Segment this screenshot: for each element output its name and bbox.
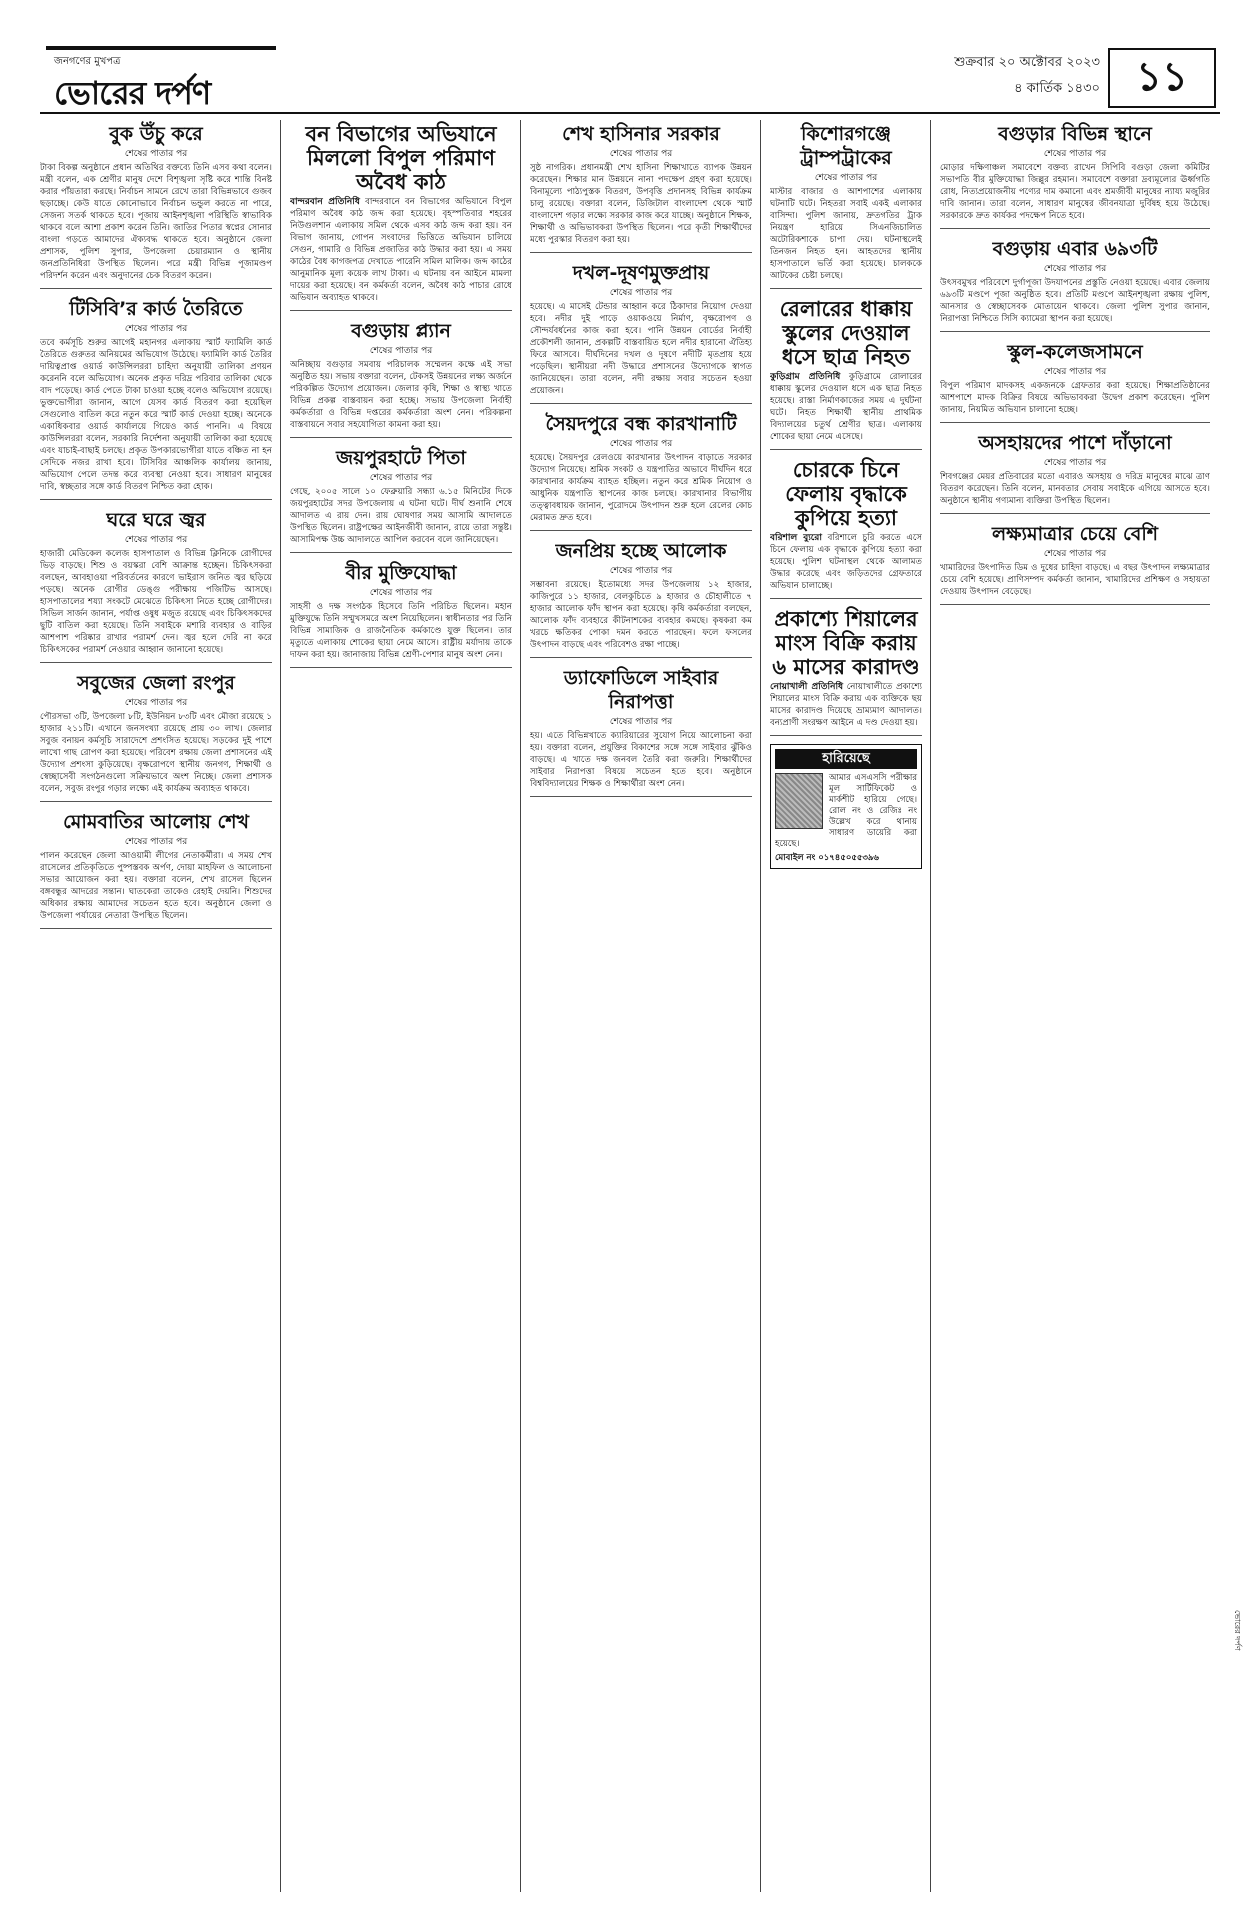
story-text: টাকা বিকল্প অনুষ্ঠানে প্রধান অতিথির বক্তব্যে তিনি এসব কথা বলেন। মন্ত্রী বলেন, এক শ্রেণীর মানুষ দেশে বিশৃঙ্খলা সৃষ্টি করে শান্তি বিনষ্ট করার পাঁয়তারা করছে। নির্বাচন সামনে রেখে তারা বিভিন্নভাবে গুজব ছড়াচ্ছে। কেউ যাতে কোনোভাবে নির্বাচন ভন্ডুল করতে না পারে, সেজন্য সতর্ক থাকতে হবে। পূজায় আইনশৃঙ্খলা পরিস্থিতি স্বাভাবিক থাকবে বলে আশা প্রকাশ করেন তিনি। জাতির পিতার স্বপ্নের সোনার বাংলা গড়তে আমাদের ঐক্যবদ্ধ থাকতে হবে। অনুষ্ঠানে জেলা প্রশাসক, পুলিশ সুপার, উপজেলা চেয়ারম্যান ও স্থানীয় জনপ্রতিনিধিরা উপস্থিত ছিলেন। পরে মন্ত্রী বিভিন্ন পূজামণ্ডপ পরিদর্শন করেন এবং অনুদানের চেক বিতরণ করেন। <box>40 163 272 281</box>
news-story <box>940 340 1210 423</box>
story-divider <box>940 604 1210 605</box>
notice-title: হারিয়েছে <box>775 749 917 769</box>
story-headline: লক্ষ্যমাত্রার চেয়ে বেশি <box>991 523 1159 545</box>
continued-from-label: শেষের পাতার পর <box>609 149 673 159</box>
side-note: ভোরের দর্পণ <box>1233 1609 1242 1651</box>
continued-from-label: শেষের পাতার পর <box>369 473 433 483</box>
story-divider <box>290 552 512 553</box>
story-headline: বুক উঁচু করে <box>109 123 203 145</box>
logo-tagline: জনগণের মুখপত্র <box>54 56 121 67</box>
story-text: সুষ্ঠ নাগরিক। প্রধানমন্ত্রী শেখ হাসিনা শিক্ষাখাতে ব্যাপক উন্নয়ন করেছেন। শিক্ষার মান উন্নয়নে নানা পদক্ষেপ গ্রহণ করা হয়েছে। বিনামূল্যে পাঠ্যপুস্তক বিতরণ, উপবৃত্তি প্রদানসহ বিভিন্ন কার্যক্রম চালু রয়েছে। বক্তারা বলেন, ডিজিটাল বাংলাদেশ থেকে স্মার্ট বাংলাদেশ গড়ার লক্ষ্যে সরকার কাজ করে যাচ্ছে। অনুষ্ঠানে শিক্ষক, শিক্ষার্থী ও অভিভাবকরা উপস্থিত ছিলেন। পরে কৃতী শিক্ষার্থীদের মধ্যে পুরস্কার বিতরণ করা হয়। <box>530 163 752 245</box>
news-story <box>290 561 512 668</box>
news-story <box>40 810 272 929</box>
story-divider <box>770 449 922 450</box>
story-body <box>770 532 922 592</box>
notice-contact: মোবাইল নং ০১৭৪৫০৫৫৩৯৬ <box>775 853 879 863</box>
story-body <box>40 850 272 922</box>
column-5 <box>940 120 1210 1892</box>
story-body <box>940 277 1210 325</box>
story-headline: শেখ হাসিনার সরকার <box>562 123 720 145</box>
story-headline: ঘরে ঘরে জ্বর <box>106 509 206 531</box>
column-divider <box>760 120 761 1892</box>
lost-notice-ad <box>770 744 922 869</box>
continued-from-label: শেষের পাতার পর <box>1043 549 1107 559</box>
news-story <box>40 508 272 663</box>
story-byline: বান্দরবান প্রতিনিধি <box>290 197 360 207</box>
news-story <box>530 666 752 797</box>
story-headline: বগুড়ার বিভিন্ন স্থানে <box>998 123 1152 145</box>
date-bengali: ৪ কার্তিক ১৪৩০ <box>1014 81 1100 96</box>
continued-from-label: শেষের পাতার পর <box>124 149 188 159</box>
story-text: হাজারী মেডিকেল কলেজ হাসপাতাল ও বিভিন্ন ক্লিনিকে রোগীদের ভিড় বাড়ছে। শিশু ও বয়স্করা বেশি আক্রান্ত হচ্ছেন। চিকিৎসকরা বলছেন, আবহাওয়া পরিবর্তনের কারণে ভাইরাস জনিত জ্বর ছড়িয়ে পড়ছে। অনেক রোগীর ডেঙ্গু পরীক্ষায় পজিটিভ আসছে। হাসপাতালের শয্যা সংকটে মেঝেতে চিকিৎসা নিতে হচ্ছে রোগীদের। সিভিল সার্জন জানান, পর্যাপ্ত ওষুধ মজুত রয়েছে এবং চিকিৎসকদের ছুটি বাতিল করা হয়েছে। তিনি সবাইকে মশারি ব্যবহার ও বাড়ির আশপাশ পরিষ্কার রাখার পরামর্শ দেন। জ্বর হলে দেরি না করে চিকিৎসকের পরামর্শ নেওয়ার আহ্বান জানানো হয়েছে। <box>40 549 272 655</box>
news-story <box>40 671 272 802</box>
continued-from-label: শেষের পাতার পর <box>1043 367 1107 377</box>
story-body <box>290 359 512 431</box>
story-text: বান্দরবানে বন বিভাগের অভিযানে বিপুল পরিমাণ অবৈধ কাঠ জব্দ করা হয়েছে। বৃহস্পতিবার শহরের নিউগুলশান এলাকায় সমিল থেকে এসব কাঠ জব্দ করা হয়। বন বিভাগ জানায়, গোপন সংবাদের ভিত্তিতে অভিযান চালিয়ে সেগুন, গামারি ও বিভিন্ন প্রজাতির কাঠ উদ্ধার করা হয়। এ সময় কাঠের বৈধ কাগজপত্র দেখাতে পারেনি সমিল মালিক। জব্দ কাঠের আনুমানিক মূল্য কয়েক লাখ টাকা। এ ঘটনায় বন আইনে মামলা দায়ের করা হয়েছে। বন কর্মকর্তা বলেন, অবৈধ কাঠ পাচার রোধে অভিযান অব্যাহত থাকবে। <box>290 197 512 303</box>
story-text: বরিশালে চুরি করতে এসে চিনে ফেলায় এক বৃদ্ধাকে কুপিয়ে হত্যা করা হয়েছে। পুলিশ ঘটনাস্থল থেকে আলামত উদ্ধার করেছে এবং জড়িতদের গ্রেফতারে অভিযান চালাচ্ছে। <box>770 533 922 591</box>
story-divider <box>530 796 752 797</box>
story-headline: বগুড়ায় এবার ৬৯৩টি <box>992 238 1158 260</box>
story-headline: সৈয়দপুরে বন্ধ কারখানাটি <box>545 413 737 435</box>
story-body <box>940 380 1210 416</box>
page-number: ১১ <box>1108 48 1216 108</box>
news-story <box>940 431 1210 514</box>
story-divider <box>40 288 272 289</box>
story-headline: কিশোরগঞ্জে ট্রাম্পট্রাকের <box>800 123 892 169</box>
continued-from-label: শেষের পাতার পর <box>609 566 673 576</box>
story-text: পালন করেছেন জেলা আওয়ামী লীগের নেতাকর্মীরা। এ সময় শেখ রাসেলের প্রতিকৃতিতে পুষ্পস্তবক অর্পণ, দোয়া মাহফিল ও আলোচনা সভার আয়োজন করা হয়। বক্তারা বলেন, শেখ রাসেল ছিলেন বঙ্গবন্ধুর আদরের সন্তান। ঘাতকেরা তাকেও রেহাই দেয়নি। শিশুদের অধিকার রক্ষায় আমাদের সচেতন হতে হবে। অনুষ্ঠানে জেলা ও উপজেলা পর্যায়ের নেতারা উপস্থিত ছিলেন। <box>40 851 272 921</box>
story-body <box>530 301 752 397</box>
story-text: হয়েছে। সৈয়দপুর রেলওয়ে কারখানার উৎপাদন বাড়াতে সরকার উদ্যোগ নিয়েছে। শ্রমিক সংকট ও যন্ত্রপাতির অভাবে দীর্ঘদিন ধরে কারখানার কার্যক্রম ব্যাহত হচ্ছিল। নতুন করে শ্রমিক নিয়োগ ও আধুনিক যন্ত্রপাতি স্থাপনের কাজ চলছে। কারখানার বিভাগীয় তত্ত্বাবধায়ক জানান, পুরোদমে উৎপাদন শুরু হলে রেলের কোচ মেরামত দ্রুত হবে। <box>530 453 752 523</box>
story-headline: ড্যাফোডিলে সাইবার নিরাপত্তা <box>563 667 719 713</box>
story-text: উৎসবমুখর পরিবেশে দুর্গাপূজা উদযাপনের প্রস্তুতি নেওয়া হয়েছে। এবার জেলায় ৬৯৩টি মণ্ডপে পূজা অনুষ্ঠিত হবে। প্রতিটি মণ্ডপে আইনশৃঙ্খলা রক্ষায় পুলিশ, আনসার ও স্বেচ্ছাসেবক মোতায়েন থাকবে। জেলা পুলিশ সুপার জানান, নিরাপত্তা নিশ্চিতে সিসি ক্যামেরা স্থাপন করা হয়েছে। <box>940 278 1210 324</box>
story-text: তবে কর্মসূচি শুরুর আগেই মহানগর এলাকায় স্মার্ট ফ্যামিলি কার্ড তৈরিতে গুরুতর অনিয়মের অভিযোগ উঠেছে। ফ্যামিলি কার্ড তৈরির দায়িত্বপ্রাপ্ত ওয়ার্ড কাউন্সিলররা চাহিদা অনুযায়ী তালিকা প্রণয়ন করেননি বলে অভিযোগ। অনেক প্রকৃত দরিদ্র পরিবার তালিকা থেকে বাদ পড়েছে। কার্ড পেতে টাকা চাওয়া হচ্ছে বলেও অভিযোগ রয়েছে। ভুক্তভোগীরা জানান, আগে যেসব কার্ড বিতরণ করা হয়েছিল সেগুলোও বাতিল করে নতুন করে স্মার্ট কার্ড দেওয়া হচ্ছে। অনেকে একাধিকবার ওয়ার্ড কার্যালয়ে গিয়েও কার্ড পাননি। এ বিষয়ে কাউন্সিলররা বলেন, সরকারি নির্দেশনা অনুযায়ী তালিকা করা হয়েছে এবং যাচাই-বাছাই চলছে। প্রকৃত উপকারভোগীরা যাতে বঞ্চিত না হন সেদিকে নজর রাখা হবে। টিসিবির আঞ্চলিক কার্যালয় জানায়, অভিযোগ পেলে তদন্ত করে ব্যবস্থা নেওয়া হবে। সাধারণ মানুষের দাবি, স্বচ্ছতার সঙ্গে কার্ড বিতরণ নিশ্চিত করা হোক। <box>40 338 272 492</box>
continued-from-label: শেষের পাতার পর <box>1043 149 1107 159</box>
logo-name: ভোরের দর্পণ <box>54 74 211 112</box>
story-body <box>770 371 922 443</box>
column-divider <box>930 120 931 1892</box>
story-headline: অসহায়দের পাশে দাঁড়ানো <box>978 432 1172 454</box>
news-story <box>770 122 922 289</box>
story-divider <box>940 228 1210 229</box>
story-divider <box>530 530 752 531</box>
story-divider <box>770 288 922 289</box>
news-story <box>940 122 1210 229</box>
story-body <box>290 486 512 546</box>
story-body <box>940 162 1210 222</box>
story-divider <box>40 801 272 802</box>
news-story <box>290 319 512 438</box>
news-story <box>530 412 752 531</box>
column-4 <box>770 120 922 1892</box>
story-headline: সবুজের জেলা রংপুর <box>77 672 235 694</box>
story-text: অনিচ্ছায় বগুড়ার সমবায় পরিচালক সম্মেলন কক্ষে এই সভা অনুষ্ঠিত হয়। সভায় বক্তারা বলেন, টেকসই উন্নয়নের লক্ষ্য অর্জনে পরিকল্পিত উদ্যোগ প্রয়োজন। জেলার কৃষি, শিক্ষা ও স্বাস্থ্য খাতে বিভিন্ন প্রকল্প বাস্তবায়ন করা হচ্ছে। সভায় উপজেলা নির্বাহী কর্মকর্তারা ও বিভিন্ন দপ্তরের কর্মকর্তারা অংশ নেন। পরিকল্পনা বাস্তবায়নে সবার সহযোগিতা কামনা করা হয়। <box>290 360 512 430</box>
story-body <box>530 579 752 651</box>
story-headline: মোমবাতির আলোয় শেখ <box>63 811 249 833</box>
continued-from-label: শেষের পাতার পর <box>1043 264 1107 274</box>
newspaper-logo <box>46 46 276 112</box>
news-story <box>40 122 272 289</box>
story-text: নোয়াখালীতে প্রকাশ্যে শিয়ালের মাংস বিক্রি করায় এক ব্যক্তিকে ছয় মাসের কারাদণ্ড দিয়েছে ভ্রাম্যমাণ আদালত। বন্যপ্রাণী সংরক্ষণ আইনে এ দণ্ড দেওয়া হয়। <box>770 682 922 728</box>
news-story <box>770 458 922 599</box>
story-divider <box>40 662 272 663</box>
news-story <box>770 607 922 736</box>
continued-from-label: শেষের পাতার পর <box>124 324 188 334</box>
story-text: খামারিদের উৎপাদিত ডিম ও দুধের চাহিদা বাড়ছে। এ বছর উৎপাদন লক্ষ্যমাত্রার চেয়ে বেশি হয়েছে। প্রাণিসম্পদ কর্মকর্তা জানান, খামারিদের প্রশিক্ষণ ও সহায়তা দেওয়ায় উৎপাদন বেড়েছে। <box>940 563 1210 597</box>
story-divider <box>940 513 1210 514</box>
news-story <box>940 522 1210 605</box>
story-body <box>530 730 752 790</box>
story-divider <box>290 667 512 668</box>
news-story <box>290 446 512 553</box>
story-divider <box>530 403 752 404</box>
story-headline: বন বিভাগের অভিযানে মিললো বিপুল পরিমাণ অবৈধ কাঠ <box>305 122 497 194</box>
continued-from-label: শেষের পাতার পর <box>124 698 188 708</box>
story-body <box>290 196 512 304</box>
column-3 <box>530 120 752 1892</box>
notice-body: আমার এসএসসি পরীক্ষার মূল সার্টিফিকেট ও মার্কশীট হারিয়ে গেছে। রোল নং ও রেজিঃ নং উল্লেখ করে থানায় সাধারণ ডায়েরি করা হয়েছে। <box>775 773 917 849</box>
story-headline: চোরকে চিনে ফেলায় বৃদ্ধাকে কুপিয়ে হত্যা <box>785 458 907 530</box>
masthead <box>40 40 1220 114</box>
story-divider <box>290 310 512 311</box>
story-text: সম্ভাবনা রয়েছে। ইতোমধ্যে সদর উপজেলায় ১২ হাজার, কাজিপুরে ১১ হাজার, বেলকুচিতে ৯ হাজার ও চৌহালীতে ৭ হাজার আলোক ফাঁদ স্থাপন করা হয়েছে। কৃষি কর্মকর্তারা বলছেন, আলোক ফাঁদ ব্যবহারে কীটনাশকের ব্যবহার কমছে। কৃষকরা কম খরচে ক্ষতিকর পোকা দমন করতে পারছেন। ফলে ফসলের উৎপাদন বাড়ছে এবং পরিবেশও রক্ষা পাচ্ছে। <box>530 580 752 650</box>
story-byline: কুড়িগ্রাম প্রতিনিধি <box>770 372 841 382</box>
column-2 <box>290 120 512 1892</box>
news-story <box>40 297 272 500</box>
story-divider <box>40 499 272 500</box>
story-text: গেছে, ২০০৫ সালে ১০ ফেব্রুয়ারি সন্ধ্যা ৬.১৫ মিনিটের দিকে জয়পুরহাটের সদর উপজেলায় এ ঘটনা ঘটে। দীর্ঘ শুনানি শেষে আদালত এ রায় দেন। রায় ঘোষণার সময় আসামি আদালতে উপস্থিত ছিলেন। রাষ্ট্রপক্ষের আইনজীবী জানান, রায়ে তারা সন্তুষ্ট। আসামিপক্ষ উচ্চ আদালতে আপিল করবেন বলে জানিয়েছেন। <box>290 487 512 545</box>
story-divider <box>770 735 922 736</box>
news-story <box>530 539 752 658</box>
column-divider <box>280 120 281 1892</box>
story-divider <box>530 252 752 253</box>
continued-from-label: শেষের পাতার পর <box>814 173 878 183</box>
story-divider <box>940 331 1210 332</box>
news-story <box>530 122 752 253</box>
story-body <box>940 471 1210 507</box>
story-headline: স্কুল-কলেজসামনে <box>1007 341 1143 363</box>
story-text: বিপুল পরিমাণ মাদকসহ একজনকে গ্রেফতার করা হয়েছে। শিক্ষাপ্রতিষ্ঠানের আশপাশে মাদক বিক্রির বিষয়ে অভিভাবকরা উদ্বেগ প্রকাশ করেছেন। পুলিশ জানায়, নিয়মিত অভিযান চালানো হচ্ছে। <box>940 381 1210 415</box>
news-story <box>770 297 922 450</box>
story-byline: বরিশাল ব্যুরো <box>770 533 822 543</box>
column-divider <box>520 120 521 1892</box>
story-body <box>290 601 512 661</box>
date-gregorian: শুক্রবার ২০ অক্টোবর ২০২৩ <box>954 55 1100 70</box>
story-text: কুড়িগ্রামে রোলারের ধাক্কায় স্কুলের দেওয়াল ধসে এক ছাত্র নিহত হয়েছে। রাস্তা নির্মাণকাজের সময় এ দুর্ঘটনা ঘটে। নিহত শিক্ষার্থী স্থানীয় প্রাথমিক বিদ্যালয়ের চতুর্থ শ্রেণীর ছাত্র। এলাকায় শোকের ছায়া নেমে এসেছে। <box>770 372 922 442</box>
story-body <box>530 162 752 246</box>
story-divider <box>530 657 752 658</box>
continued-from-label: শেষের পাতার পর <box>369 346 433 356</box>
story-headline: দখল-দূষণমুক্তপ্রায় <box>572 262 710 284</box>
story-body <box>40 337 272 493</box>
story-text: সাহসী ও দক্ষ সংগঠক হিসেবে তিনি পরিচিত ছিলেন। মহান মুক্তিযুদ্ধে তিনি সম্মুখসমরে অংশ নিয়েছিলেন। স্বাধীনতার পর তিনি বিভিন্ন সামাজিক ও রাজনৈতিক কর্মকাণ্ডে যুক্ত ছিলেন। তার মৃত্যুতে এলাকায় শোকের ছায়া নেমে আসে। রাষ্ট্রীয় মর্যাদায় তাকে দাফন করা হয়। জানাজায় বিভিন্ন শ্রেণী-পেশার মানুষ অংশ নেন। <box>290 602 512 660</box>
continued-from-label: শেষের পাতার পর <box>609 288 673 298</box>
story-headline: জনপ্রিয় হচ্ছে আলোক <box>555 540 727 562</box>
story-body <box>40 548 272 656</box>
news-story <box>290 122 512 311</box>
story-text: হয়েছে। এ মাসেই টেন্ডার আহ্বান করে ঠিকাদার নিয়োগ দেওয়া হবে। নদীর দুই পাড়ে ওয়াকওয়ে নির্মাণ, বৃক্ষরোপণ ও সৌন্দর্যবর্ধনের কাজ করা হবে। পানি উন্নয়ন বোর্ডের নির্বাহী প্রকৌশলী জানান, প্রকল্পটি বাস্তবায়িত হলে নদীর হারানো ঐতিহ্য ফিরে আসবে। দীর্ঘদিনের দখল ও দূষণে নদীটি মৃতপ্রায় হয়ে পড়েছিল। স্থানীয়রা নদী উদ্ধারে প্রশাসনের উদ্যোগকে স্বাগত জানিয়েছেন। তারা বলেন, নদী রক্ষায় সবার সচেতন হওয়া প্রয়োজন। <box>530 302 752 396</box>
story-text: হয়। এতে বিভিন্নখাতে ক্যারিয়ারের সুযোগ নিয়ে আলোচনা করা হয়। বক্তারা বলেন, প্রযুক্তির বিকাশের সঙ্গে সঙ্গে সাইবার ঝুঁকিও বাড়ছে। এ খাতে দক্ষ জনবল তৈরি করা জরুরি। শিক্ষার্থীদের সাইবার নিরাপত্তা বিষয়ে সচেতন হতে হবে। অনুষ্ঠানে বিশ্ববিদ্যালয়ের শিক্ষক ও শিক্ষার্থীরা অংশ নেন। <box>530 731 752 789</box>
continued-from-label: শেষের পাতার পর <box>369 588 433 598</box>
story-headline: জয়পুরহাটে পিতা <box>336 447 466 469</box>
story-headline: রেলারের ধাক্কায় স্কুলের দেওয়াল ধসে ছাত্র নিহত <box>779 297 913 369</box>
story-divider <box>290 437 512 438</box>
continued-from-label: শেষের পাতার পর <box>609 717 673 727</box>
news-story <box>940 237 1210 332</box>
story-body <box>40 162 272 282</box>
story-body <box>530 452 752 524</box>
story-headline: প্রকাশ্যে শিয়ালের মাংস বিক্রি করায় ৬ মাসের কারাদণ্ড <box>772 607 920 679</box>
story-headline: বগুড়ায় প্ল্যান <box>351 320 451 342</box>
story-byline: নোয়াখালী প্রতিনিধি <box>770 682 844 692</box>
dateline <box>954 50 1100 102</box>
news-story <box>530 261 752 404</box>
continued-from-label: শেষের পাতার পর <box>124 837 188 847</box>
continued-from-label: শেষের পাতার পর <box>124 535 188 545</box>
story-text: মোড়ার দক্ষিণাঞ্চল সমাবেশে বক্তব্য রাখেন সিপিবি বগুড়া জেলা কমিটির সভাপতি বীর মুক্তিযোদ্ধা জিল্লুর রহমান। সমাবেশে বক্তারা দ্রব্যমূল্যের ঊর্ধ্বগতি রোধ, নিত্যপ্রয়োজনীয় পণ্যের দাম কমানো এবং শ্রমজীবী মানুষের ন্যায্য মজুরির দাবি জানান। তারা বলেন, সাধারণ মানুষের জীবনযাত্রা দুর্বিষহ হয়ে উঠেছে। সরকারকে দ্রুত কার্যকর পদক্ষেপ নিতে হবে। <box>940 163 1210 221</box>
story-body <box>770 186 922 282</box>
column-1 <box>40 120 272 1892</box>
continued-from-label: শেষের পাতার পর <box>1043 458 1107 468</box>
story-text: মাস্টার বাজার ও আশপাশের এলাকায় ঘটনাটি ঘটে। নিহতরা সবাই একই এলাকার বাসিন্দা। পুলিশ জানায়, দ্রুতগতির ট্রাক নিয়ন্ত্রণ হারিয়ে সিএনজিচালিত অটোরিকশাকে চাপা দেয়। ঘটনাস্থলেই তিনজন নিহত হন। আহতদের স্থানীয় হাসপাতালে ভর্তি করা হয়েছে। চালককে আটকের চেষ্টা চলছে। <box>770 187 922 281</box>
story-body <box>940 562 1210 598</box>
story-headline: বীর মুক্তিযোদ্ধা <box>345 562 457 584</box>
story-body <box>40 711 272 795</box>
story-divider <box>940 422 1210 423</box>
story-divider <box>40 928 272 929</box>
story-body <box>770 681 922 729</box>
story-headline: টিসিবি’র কার্ড তৈরিতে <box>69 298 243 320</box>
story-text: শিবগঞ্জের মেয়র প্রতিবারের মতো এবারও অসহায় ও দরিদ্র মানুষের মাঝে ত্রাণ বিতরণ করেছেন। তিনি বলেন, মানবতার সেবায় সবাইকে এগিয়ে আসতে হবে। অনুষ্ঠানে স্থানীয় গণ্যমান্য ব্যক্তিরা উপস্থিত ছিলেন। <box>940 472 1210 506</box>
story-text: পৌরসভা ৩টি, উপজেলা ৮টি, ইউনিয়ন ৮৩টি এবং মৌজা রয়েছে ১ হাজার ২১১টি। এখানে জনসংখ্যা রয়েছে প্রায় ৩০ লাখ। জেলার সবুজ বনায়ন কর্মসূচি সারাদেশে প্রশংসিত হয়েছে। সড়কের দুই পাশে লাখো গাছ রোপণ করা হয়েছে। পরিবেশ রক্ষায় জেলা প্রশাসনের এই উদ্যোগ প্রশংসা কুড়িয়েছে। বৃক্ষরোপণে স্থানীয় জনগণ, শিক্ষার্থী ও স্বেচ্ছাসেবী সংগঠনগুলো সক্রিয়ভাবে অংশ নিচ্ছে। জেলা প্রশাসক বলেন, সবুজ রংপুর গড়ার লক্ষ্যে এই কার্যক্রম অব্যাহত থাকবে। <box>40 712 272 794</box>
continued-from-label: শেষের পাতার পর <box>609 439 673 449</box>
story-divider <box>770 598 922 599</box>
notice-photo <box>775 773 823 829</box>
